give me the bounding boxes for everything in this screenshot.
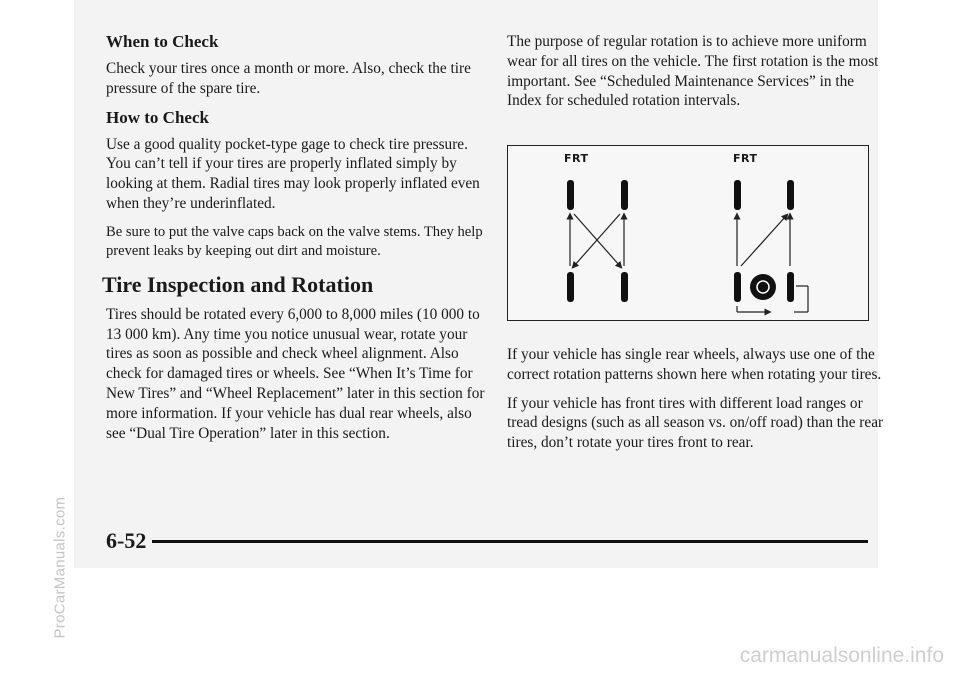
tire-front-right [621, 180, 628, 210]
rotation-diagram [507, 145, 869, 321]
spare-tire-icon [750, 274, 776, 300]
x-pattern [567, 180, 628, 302]
how-to-check-heading: How to Check [106, 107, 209, 127]
tire-front-left [567, 180, 574, 210]
tire-rear-right [621, 272, 628, 302]
section-heading: Tire Inspection and Rotation [102, 271, 374, 297]
frt-label-left: FRT [564, 152, 589, 165]
front-tires-text: If your vehicle has front tires with different load ranges or tread designs (such as all season vs. on/off road) than the rear tires, don’t rotate your tires front to rear. [507, 394, 884, 452]
single-rear-wheels-text: If your vehicle has single rear wheels, always use one of the correct rotation patterns shown here when rotating your tires. [507, 346, 882, 383]
valve-caps-text: Be sure to put the valve caps back on the valve stems. They help prevent leaks by keeping out dirt and moisture. [106, 223, 483, 260]
purpose-text: The purpose of regular rotation is to achieve more uniform wear for all tires on the vehicle. The first rotation is the most important. See “Scheduled Maintenance Services” in the Index for scheduled rotation intervals. [507, 33, 879, 110]
tire-rear-left-2 [734, 272, 741, 302]
tire-rear-right-2 [787, 272, 794, 302]
right-column-bottom [507, 345, 887, 462]
footer-rule [148, 540, 868, 543]
when-to-check-heading: When to Check [106, 32, 219, 51]
how-to-check-text: Use a good quality pocket-type gage to check tire pressure. You can’t tell if your tires are properly inflated simply by looking at them. Radial tires may look properly inflated even when they’re underinflated. [106, 135, 480, 212]
when-to-check-text: Check your tires once a month or more. Also, check the tire pressure of the spare tire. [106, 60, 471, 97]
rotation-pattern-drawing [508, 146, 868, 320]
side-watermark: ProCarManuals.com [51, 496, 69, 639]
page-number: 6-52 [106, 528, 152, 554]
site-watermark: carmanualsonline.info [739, 644, 944, 667]
tire-front-left-2 [734, 180, 741, 210]
left-column [102, 32, 486, 452]
tire-front-right-2 [787, 180, 794, 210]
spare-pattern [734, 180, 808, 312]
tire-rear-left [567, 272, 574, 302]
frt-label-right: FRT [733, 152, 758, 165]
rotation-text: Tires should be rotated every 6,000 to 8,000 miles (10 000 to 13 000 km). Any time you notice unusual wear, rotate your tires as soon as possible and check wheel alignment. Also check for damaged tires or wheels. See “When It’s Time for New Tires” and “Wheel Replacement” later in this section for more information. If your vehicle has dual rear wheels, also see “Dual Tire Operation” later in this section. [106, 305, 485, 442]
right-column-top [507, 32, 887, 120]
